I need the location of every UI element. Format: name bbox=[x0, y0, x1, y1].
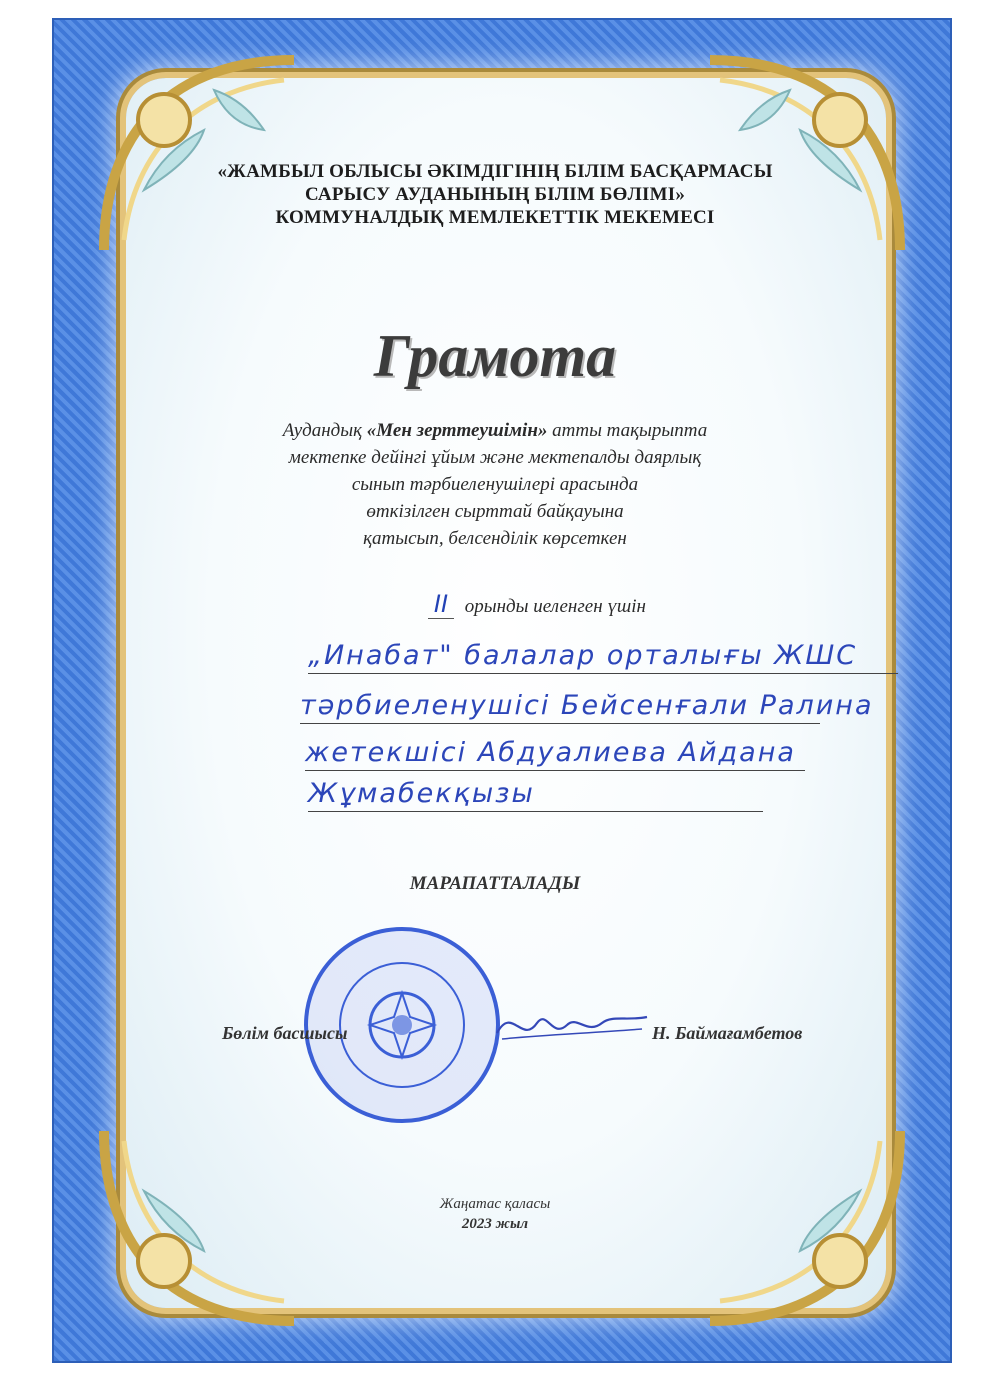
handwritten-line-3: жетекшісі Абдуалиева Айдана bbox=[305, 737, 805, 771]
footer-year: 2023 жыл bbox=[461, 1216, 529, 1232]
signer-name: Н. Баймағамбетов bbox=[652, 1023, 803, 1043]
place-number: II bbox=[428, 590, 454, 619]
header-line-2: САРЫСУ АУДАНЫНЫҢ БІЛІМ БӨЛІМІ» bbox=[304, 184, 686, 205]
body-line-1-prefix: Аудандық bbox=[282, 420, 363, 441]
signature-title: Бөлім басшысы bbox=[222, 1023, 348, 1043]
footer-city: Жаңатас қаласы bbox=[439, 1196, 551, 1212]
body-line-3: сынып тәрбиеленушілері арасында bbox=[351, 474, 639, 495]
handwritten-line-4: Жұмабекқызы bbox=[308, 778, 763, 812]
signature-icon bbox=[492, 995, 652, 1055]
body-line-1 bbox=[0, 420, 990, 442]
body-line-5: қатысып, белсенділік көрсеткен bbox=[363, 528, 627, 549]
place-line bbox=[428, 590, 646, 619]
handwritten-line-2: тәрбиеленушісі Бейсенғали Ралина bbox=[300, 690, 820, 724]
header-line-1: «ЖАМБЫЛ ОБЛЫСЫ ӘКІМДІГІНІҢ БІЛІМ БАСҚАРМАСЫ bbox=[217, 161, 773, 182]
place-suffix: орынды иеленген үшін bbox=[464, 596, 646, 617]
body-line-1-suffix: атты тақырыпта bbox=[552, 420, 708, 441]
certificate-title: Грамота bbox=[373, 323, 617, 389]
body-line-4: өткізілген сырттай байқауына bbox=[366, 501, 624, 522]
handwritten-line-1: „Инабат" балалар орталығы ЖШС bbox=[308, 640, 898, 674]
header-line-3: КОММУНАЛДЫҚ МЕМЛЕКЕТТІК МЕКЕМЕСІ bbox=[275, 207, 715, 228]
body-line-2: мектепке дейінгі ұйым және мектепалды даярлық bbox=[288, 447, 702, 468]
competition-name: «Мен зерттеушімін» bbox=[366, 420, 548, 441]
awarded-text: МАРАПАТТАЛАДЫ bbox=[409, 873, 581, 894]
